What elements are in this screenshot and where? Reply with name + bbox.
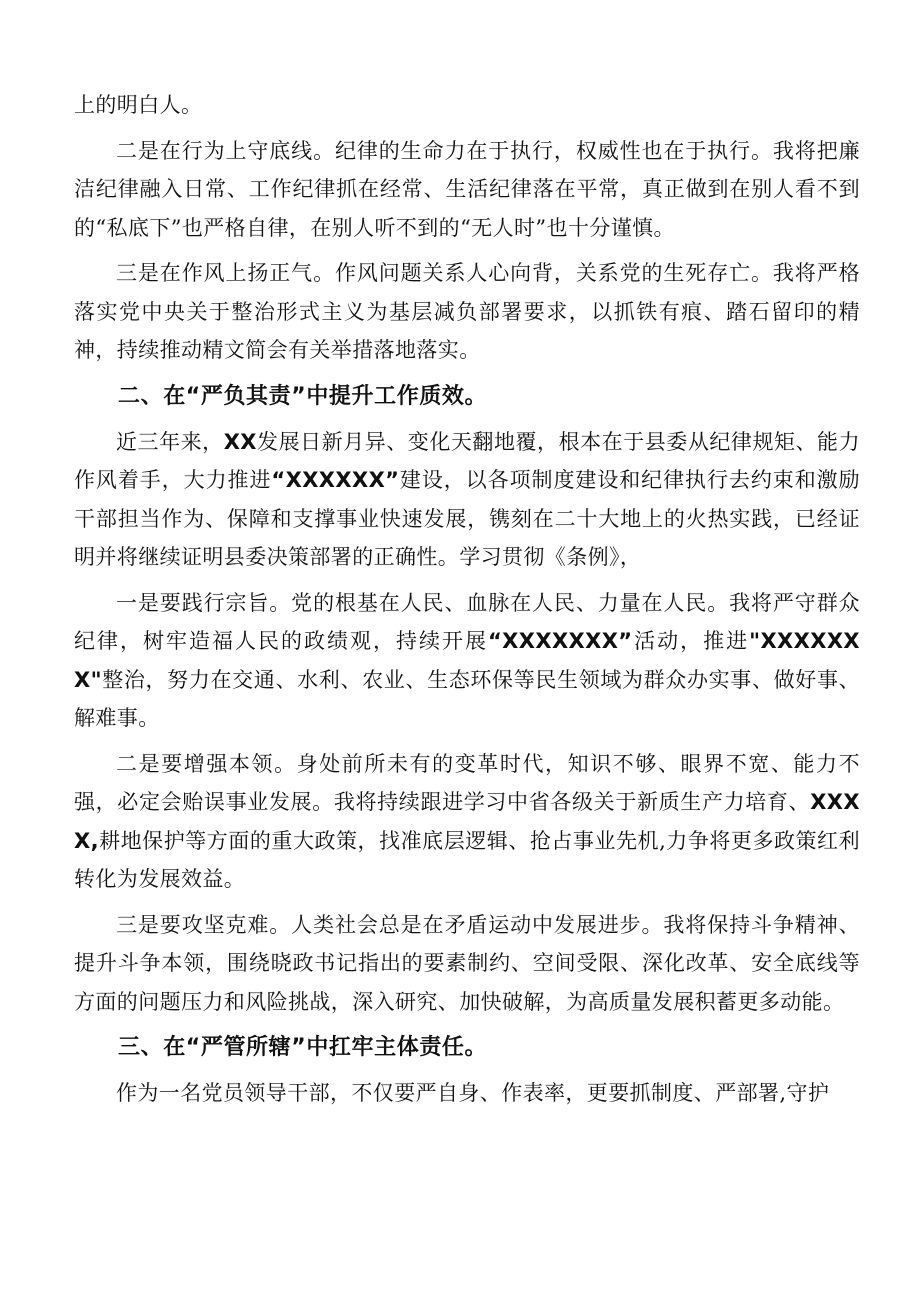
document-body bbox=[74, 86, 860, 1120]
p6-text-a: 二是要增强本领。身处前所未有的变革时代，知识不够、眼界不宽、能力不强，必定会贻误事业发展。我将持续跟进学习中省各级关于新质生产力培育、 bbox=[74, 751, 860, 814]
paragraph-skills bbox=[74, 745, 860, 899]
p4-placeholder-project: “XXXXXX” bbox=[271, 468, 400, 492]
p6-placeholder-xxxx: XXXX, bbox=[74, 790, 860, 853]
p4-text-e: 建设，以各项制度建设和纪律执行去约束和激励干部担当作为、保障和支撑事业快速发展，镌刻在二十大地上的火热实践，已经证明并将继续证明县委决策部署的正确性。学习贯彻《条例》， bbox=[74, 468, 860, 569]
paragraph-party-leader: 作为一名党员领导干部，不仅要严自身、作表率，更要抓制度、严部署,守护 bbox=[116, 1081, 830, 1105]
p5-placeholder-rectify: "XXXXXXX" bbox=[74, 629, 860, 692]
p5-text-a: 一是要践行宗旨。党的根基在人民、血脉在人民、力量在人民。我将严守群众纪律，树牢造福人民的政绩观，持续开展 bbox=[74, 590, 860, 653]
p5-text-e: 整治，努力在交通、水利、农业、生态环保等民生领域为群众办实事、做好事、解难事。 bbox=[74, 667, 860, 730]
paragraph-three-years bbox=[74, 423, 860, 577]
paragraph-overcome: 三是要攻坚克难。人类社会总是在矛盾运动中发展进步。我将保持斗争精神、提升斗争本领，围绕晓政书记指出的要素制约、空间受限、深化改革、安全底线等方面的问题压力和风险挑战，深入研究、加快破解，为高质量发展积蓄更多动能。 bbox=[74, 912, 860, 1014]
p5-text-c: 活动，推进 bbox=[632, 629, 750, 653]
p4-placeholder-xx: XX bbox=[223, 429, 257, 454]
section-heading-3: 三、在“严管所辖”中扛牢主体责任。 bbox=[118, 1035, 488, 1060]
section-heading-2: 二、在“严负其责”中提升工作质效。 bbox=[118, 383, 488, 409]
paragraph-continuation: 上的明白人。 bbox=[74, 93, 203, 117]
p6-text-c: 耕地保护等方面的重大政策，找准底层逻辑、抢占事业先机,力争将更多政策红利转化为发展效益。 bbox=[74, 828, 860, 891]
paragraph-bottom-line: 二是在行为上守底线。纪律的生命力在于执行，权威性也在于执行。我将把廉洁纪律融入日常、工作纪律抓在经常、生活纪律落在平常，真正做到在别人看不到的“私底下”也严格自律，在别人听不到的“无人时”也十分谨慎。 bbox=[74, 138, 860, 240]
p4-text-c: 发展日新月异、变化天翻地覆，根本在于县委从纪律规矩、能力作风着手，大力推进 bbox=[74, 429, 860, 492]
paragraph-serve-people bbox=[74, 584, 860, 738]
p4-text-a: 近三年来， bbox=[116, 429, 224, 454]
p5-placeholder-activity: “XXXXXXX” bbox=[487, 629, 633, 653]
paragraph-work-style: 三是在作风上扬正气。作风问题关系人心向背，关系党的生死存亡。我将严格落实党中央关于整治形式主义为基层减负部署要求，以抓铁有痕、踏石留印的精神，持续推动精文简会有关举措落地落实。 bbox=[74, 261, 860, 362]
